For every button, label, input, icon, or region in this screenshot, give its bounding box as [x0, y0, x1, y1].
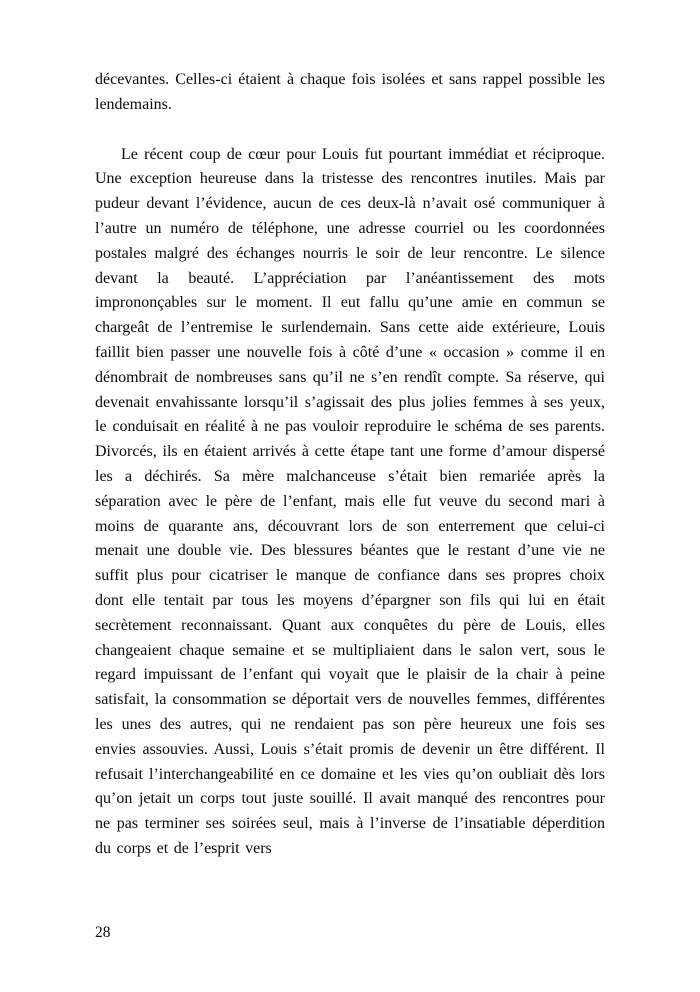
- page-number: 28: [95, 924, 111, 941]
- page-text: [95, 68, 605, 862]
- paragraph: Le récent coup de cœur pour Louis fut pourtant immédiat et réciproque. Une exception heureuse dans la tristesse des rencontres inutiles. Mais par pudeur devant l’évidence, aucun de ces deux-là n’avait osé communiquer à l’autre un numéro de téléphone, une adresse courriel ou les coordonnées postales malgré des échanges nourris le soir de leur rencontre. Le silence devant la beauté. L’appréciation par l’anéantissement des mots imprononçables sur le moment. Il eut fallu qu’une amie en commun se chargeât de l’entremise le surlendemain. Sans cette aide extérieure, Louis faillit bien passer une nouvelle fois à côté d’une « occasion » comme il en dénombrait de nombreuses sans qu’il ne s’en rendît compte. Sa réserve, qui devenait envahissante lorsqu’il s’agissait des plus jolies femmes à ses yeux, le conduisait en réalité à ne pas vouloir reproduire le schéma de ses parents. Divorcés, ils en étaient arrivés à cette étape tant une forme d’amour dispersé les a déchirés. Sa mère malchanceuse s’était bien remariée après la séparation avec le père de l’enfant, mais elle fut veuve du second mari à moins de quarante ans, découvrant lors de son enterrement que celui-ci menait une double vie. Des blessures béantes que le restant d’une vie ne suffit plus pour cicatriser le manque de confiance dans ses propres choix dont elle tentait par tous les moyens d’épargner son fils qui lui en était secrètement reconnaissant. Quant aux conquêtes du père de Louis, elles changeaient chaque semaine et se multipliaient dans le salon vert, sous le regard impuissant de l’enfant qui voyait que le plaisir de la chair à peine satisfait, la consommation se déportait vers de nouvelles femmes, différentes les unes des autres, qui ne rendaient pas son père heureux une fois ses envies assouvies. Aussi, Louis s’était promis de devenir un être différent. Il refusait l’interchangeabilité en ce domaine et les vies qu’on oubliait dès lors qu’on jetait un corps tout juste souillé. Il avait manqué des rencontres pour ne pas terminer ses soirées seul, mais à l’inverse de l’insatiable déperdition du corps et de l’esprit vers: [95, 145, 605, 857]
- paragraph: décevantes. Celles-ci étaient à chaque fois isolées et sans rappel possible les lendemains.: [95, 71, 605, 113]
